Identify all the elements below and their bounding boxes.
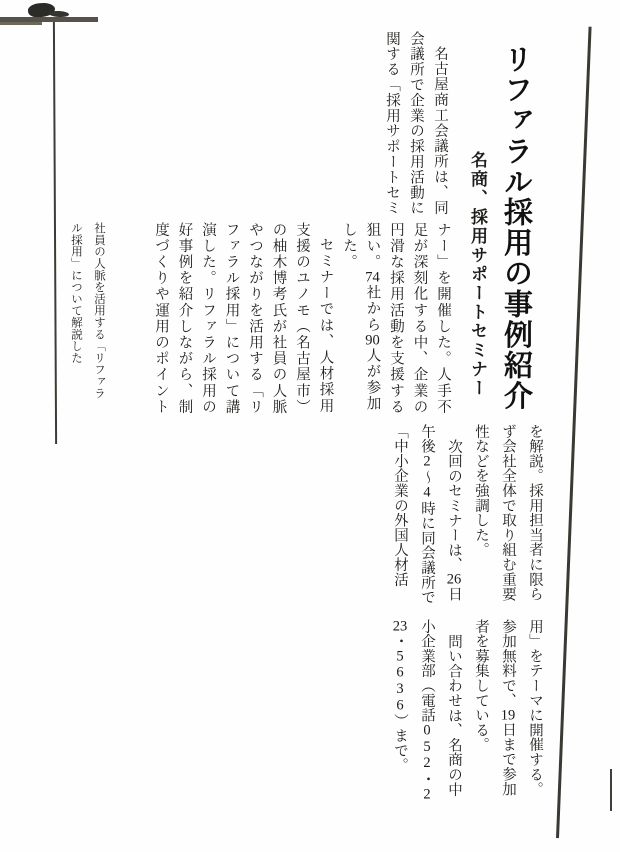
- screen-footer-bar: [0, 22, 42, 26]
- scan-top-right-corner-line: [552, 23, 594, 26]
- scan-top-edge-line-3: [468, 15, 556, 19]
- screen-title-bar: [0, 0, 86, 8]
- body-bottom-band2: [386, 619, 548, 803]
- article-subheadline: 名商、採用サポートセミナー: [468, 151, 487, 398]
- body-column: 「中小企業の外国人材活: [392, 424, 408, 587]
- body-column: ナー」を開催した。人手不: [435, 222, 451, 416]
- body-column: 小企業部（電話052・2: [419, 619, 435, 803]
- body-column: を解説。採用担当者に限ら: [527, 424, 543, 602]
- body-column: ファラル採用」について講: [223, 222, 240, 416]
- body-column: した。: [341, 222, 357, 271]
- body-column: ず会社全体で取り組む重要: [500, 424, 516, 602]
- body-column: 用」をテーマに開催する。: [527, 619, 543, 797]
- caption-column: 社員の人脈を活用する「リファラ: [93, 222, 105, 399]
- body-column: 関する「採用サポートセミ: [384, 31, 400, 216]
- body-column: 午後2〜4時に同会議所で: [419, 424, 435, 605]
- body-mid-band: [148, 222, 454, 416]
- body-column: 円滑な採用活動を支援する: [388, 222, 404, 416]
- body-column: 参加無料で、19日まで参加: [500, 619, 516, 797]
- body-column: 者を募集している。: [473, 619, 489, 753]
- body-column: 好事例を紹介しながら、制: [176, 222, 193, 416]
- photo-projection-screen: [0, 0, 98, 25]
- body-column: の柚木博考氏が社員の人脈: [270, 222, 287, 416]
- body-top-band: [378, 31, 452, 217]
- body-column: 狙い。74社から90人が参加: [364, 222, 381, 413]
- body-column: 演した。リファラル採用の: [200, 222, 216, 416]
- scan-top-edge-line-2: [302, 13, 474, 16]
- scan-bottom-right-tick: [610, 769, 612, 811]
- body-column: 23・5636）まで。: [392, 619, 408, 773]
- body-column: 足が深刻化する中、企業の: [411, 222, 428, 416]
- body-column: 会議所で企業の採用活動に: [408, 31, 424, 216]
- body-column: セミナーでは、人材採用: [317, 236, 334, 414]
- photo-caption: [64, 222, 110, 406]
- article-headline: リファラル採用の事例紹介: [500, 44, 532, 412]
- section-rule-under-photo: [52, 214, 454, 219]
- body-column: 度づくりや運用のポイント: [153, 222, 169, 416]
- bottom-block-bottom-rule: [379, 806, 612, 811]
- body-column: 次回のセミナーは、26日: [446, 438, 462, 602]
- caption-column: ル採用」について解説した: [70, 222, 82, 364]
- screen-title-bar-2: [0, 8, 38, 17]
- body-bottom-band1: [386, 424, 548, 604]
- scan-speck: [566, 610, 569, 624]
- bottom-block-band-divider: [386, 609, 556, 613]
- body-column: 名古屋商工会議所は、同: [432, 45, 448, 215]
- scan-right-edge-line: [556, 27, 591, 838]
- body-column: やつながりを活用する「リ: [247, 222, 263, 416]
- scan-left-edge-line: [53, 20, 57, 444]
- body-column: 問い合わせは、名商の中: [446, 633, 462, 797]
- body-column: 支援のユノモ（名古屋市）: [294, 222, 310, 416]
- body-column: 性などを強調した。: [473, 424, 489, 558]
